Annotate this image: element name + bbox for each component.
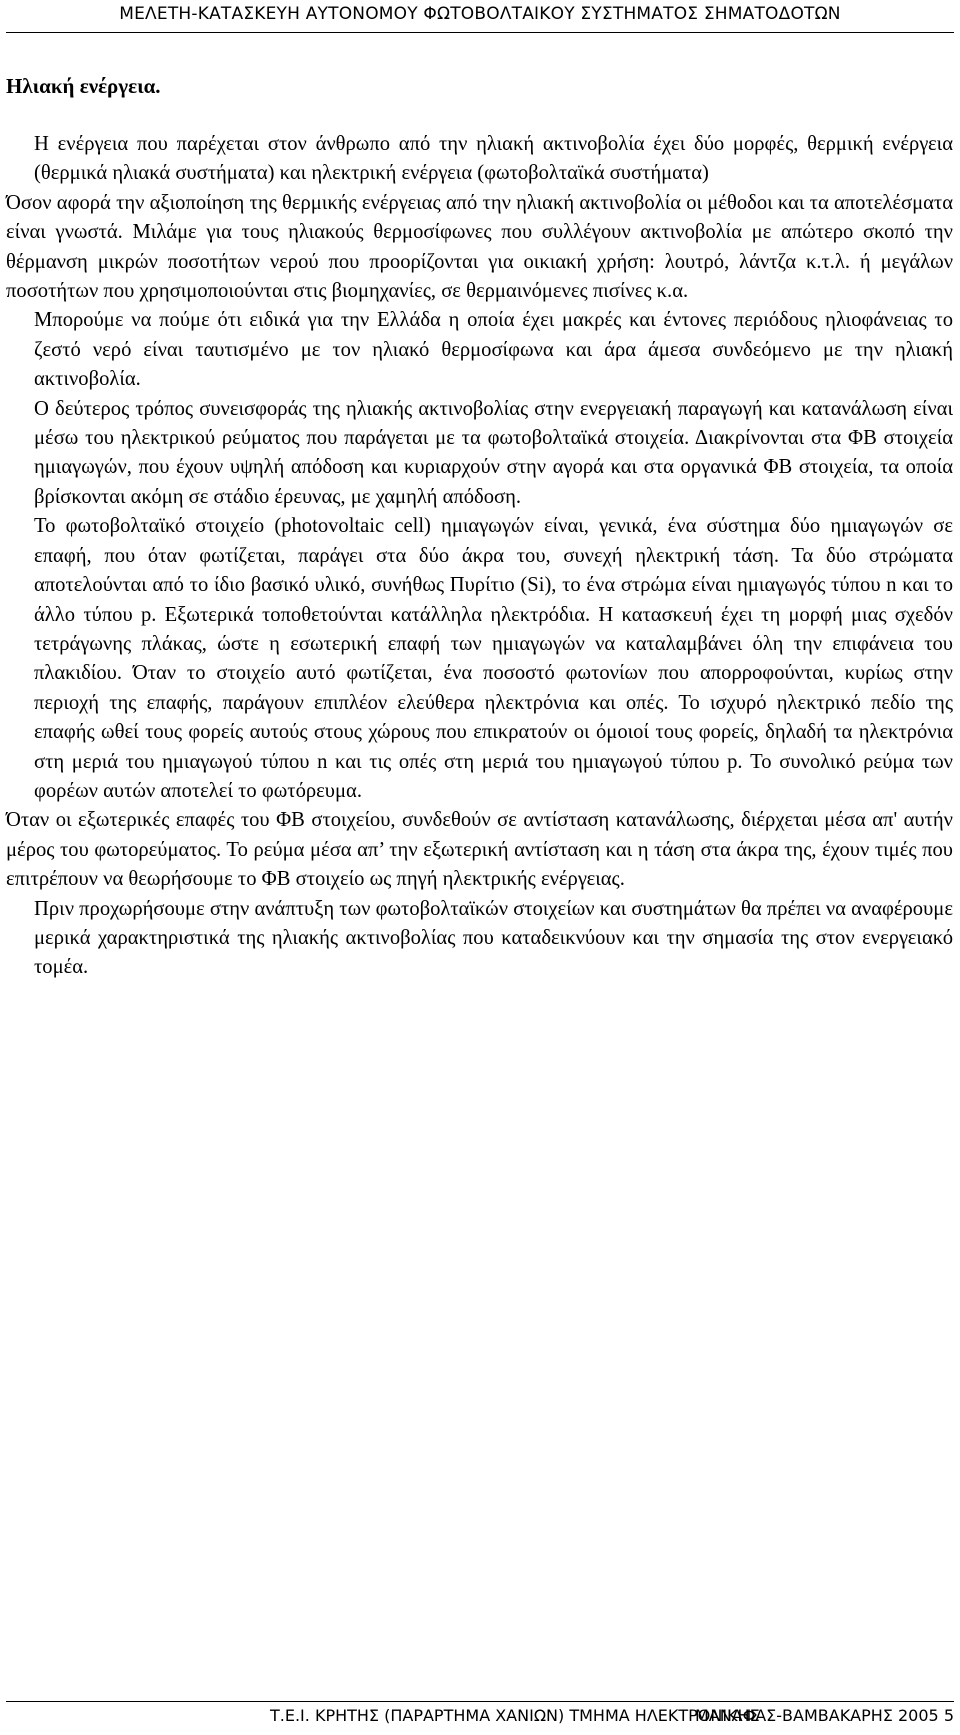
paragraph: Πριν προχωρήσουμε στην ανάπτυξη των φωτοβολταϊκών στοιχείων και συστημάτων θα πρέπει να αναφέρουμε μερικά χαρακτηριστικά της ηλιακής ακτινοβολίας που καταδεικνύουν και την σημασία της στον ενεργειακό τομέα. bbox=[34, 897, 953, 979]
footer-institution: Τ.Ε.Ι. ΚΡΗΤΗΣ (ΠΑΡΑΡΤΗΜΑ ΧΑΝΙΩΝ) ΤΜΗΜΑ ΗΛΕΚΤΡΟΝΙΚΗΣ bbox=[270, 1706, 760, 1725]
paragraph: Το φωτοβολταϊκό στοιχείο (photovoltaic cell) ημιαγωγών είναι, γενικά, ένα σύστημα δύο ημιαγωγών σε επαφή, που όταν φωτίζεται, παράγει στα δύο άκρα του, συνεχή ηλεκτρική τάση. Τα δύο στρώματα αποτελούνται από το ίδιο βασικό υλικό, συνήθως Πυρίτιο (Si), το ένα στρώμα είναι ημιαγωγός τύπου n και το άλλο τύπου p. Εξωτερικά τοποθετούνται κατάλληλα ηλεκτρόδια. Η κατασκευή έχει τη μορφή μιας σχεδόν τετράγωνης πλάκας, ώστε η εσωτερική επαφή των ημιαγωγών να καταλαμβάνει όλη την επιφάνεια του πλακιδίου. Όταν το στοιχείο αυτό φωτίζεται, ένα ποσοστό φωτονίων που απορροφούνται, κυρίως στην περιοχή της επαφής, παράγουν επιπλέον ελεύθερα ηλεκτρόνια και οπές. Το ισχυρό ηλεκτρικό πεδίο της επαφής ωθεί τους φορείς αυτούς στους χώρους που επικρατούν οι όμοιοί τους φορείς, δηλαδή τα ηλεκτρόνια στη μεριά του ημιαγωγού τύπου n και τις οπές στη μεριά του ημιαγωγού τύπου p. Το συνολικό ρεύμα των φορέων αυτών αποτελεί το φωτόρευμα. bbox=[34, 515, 953, 802]
running-header: ΜΕΛΕΤΗ-ΚΑΤΑΣΚΕΥΗ ΑΥΤΟΝΟΜΟΥ ΦΩΤΟΒΟΛΤΑΙΚΟΥ ΣΥΣΤΗΜΑΤΟΣ ΣΗΜΑΤΟΔΟΤΩΝ bbox=[119, 4, 841, 24]
paragraph: Όταν οι εξωτερικές επαφές του ΦΒ στοιχείου, συνδεθούν σε αντίσταση κατανάλωσης, διέρχεται μέσα απ' αυτήν μέρος του φωτορεύματος. Το ρεύμα μέσα απ’ την εξωτερική αντίσταση και η τάση στα άκρα της, έχουν τιμές που επιτρέπουν να θεωρήσουμε το ΦΒ στοιχείο ως πηγή ηλεκτρικής ενέργειας. bbox=[6, 809, 953, 891]
section-body bbox=[6, 130, 953, 983]
page-number: 5 bbox=[943, 1706, 954, 1725]
paragraph: Μπορούμε να πούμε ότι ειδικά για την Ελλάδα η οποία έχει μακρές και έντονες περιόδους ηλιοφάνειας το ζεστό νερό είναι ταυτισμένο με τον ηλιακό θερμοσίφωνα και άρα άμεσα συνδεόμενο με την ηλιακή ακτινοβολία. bbox=[34, 309, 953, 391]
footer-authors-year: ΜΑΝΑΦΑΣ-ΒΑΜΒΑΚΑΡΗΣ 2005 bbox=[694, 1706, 939, 1725]
footer-rule bbox=[6, 1701, 954, 1702]
paragraph: Όσον αφορά την αξιοποίηση της θερμικής ενέργειας από την ηλιακή ακτινοβολία οι μέθοδοι και τα αποτελέσματα είναι γνωστά. Μιλάμε για τους ηλιακούς θερμοσίφωνες που συλλέγουν ακτινοβολία με απώτερο σκοπό την θέρμανση μικρών ποσοτήτων νερού που προορίζονται για οικιακή χρήση: λουτρό, λάντζα κ.τ.λ. ή μεγάλων ποσοτήτων που χρησιμοποιούνται στις βιομηχανίες, σε θερμαινόμενες πισίνες κ.α. bbox=[6, 191, 953, 303]
paragraph: Ο δεύτερος τρόπος συνεισφοράς της ηλιακής ακτινοβολίας στην ενεργειακή παραγωγή και κατανάλωση είναι μέσω του ηλεκτρικού ρεύματος που παράγεται με τα φωτοβολταϊκά στοιχεία. Διακρίνονται στα ΦΒ στοιχεία ημιαγωγών, που έχουν υψηλή απόδοση και κυριαρχούν στην αγορά και στα οργανικά ΦΒ στοιχεία, τα οποία βρίσκονται ακόμη σε στάδιο έρευνας, με χαμηλή απόδοση. bbox=[34, 397, 953, 508]
section-title: Ηλιακή ενέργεια. bbox=[6, 74, 161, 98]
paragraph: Η ενέργεια που παρέχεται στον άνθρωπο από την ηλιακή ακτινοβολία έχει δύο μορφές, θερμική ενέργεια (θερμικά ηλιακά συστήματα) και ηλεκτρική ενέργεια (φωτοβολταϊκά συστήματα) bbox=[34, 133, 953, 185]
footer-right bbox=[695, 1706, 954, 1725]
header-rule bbox=[6, 32, 954, 33]
